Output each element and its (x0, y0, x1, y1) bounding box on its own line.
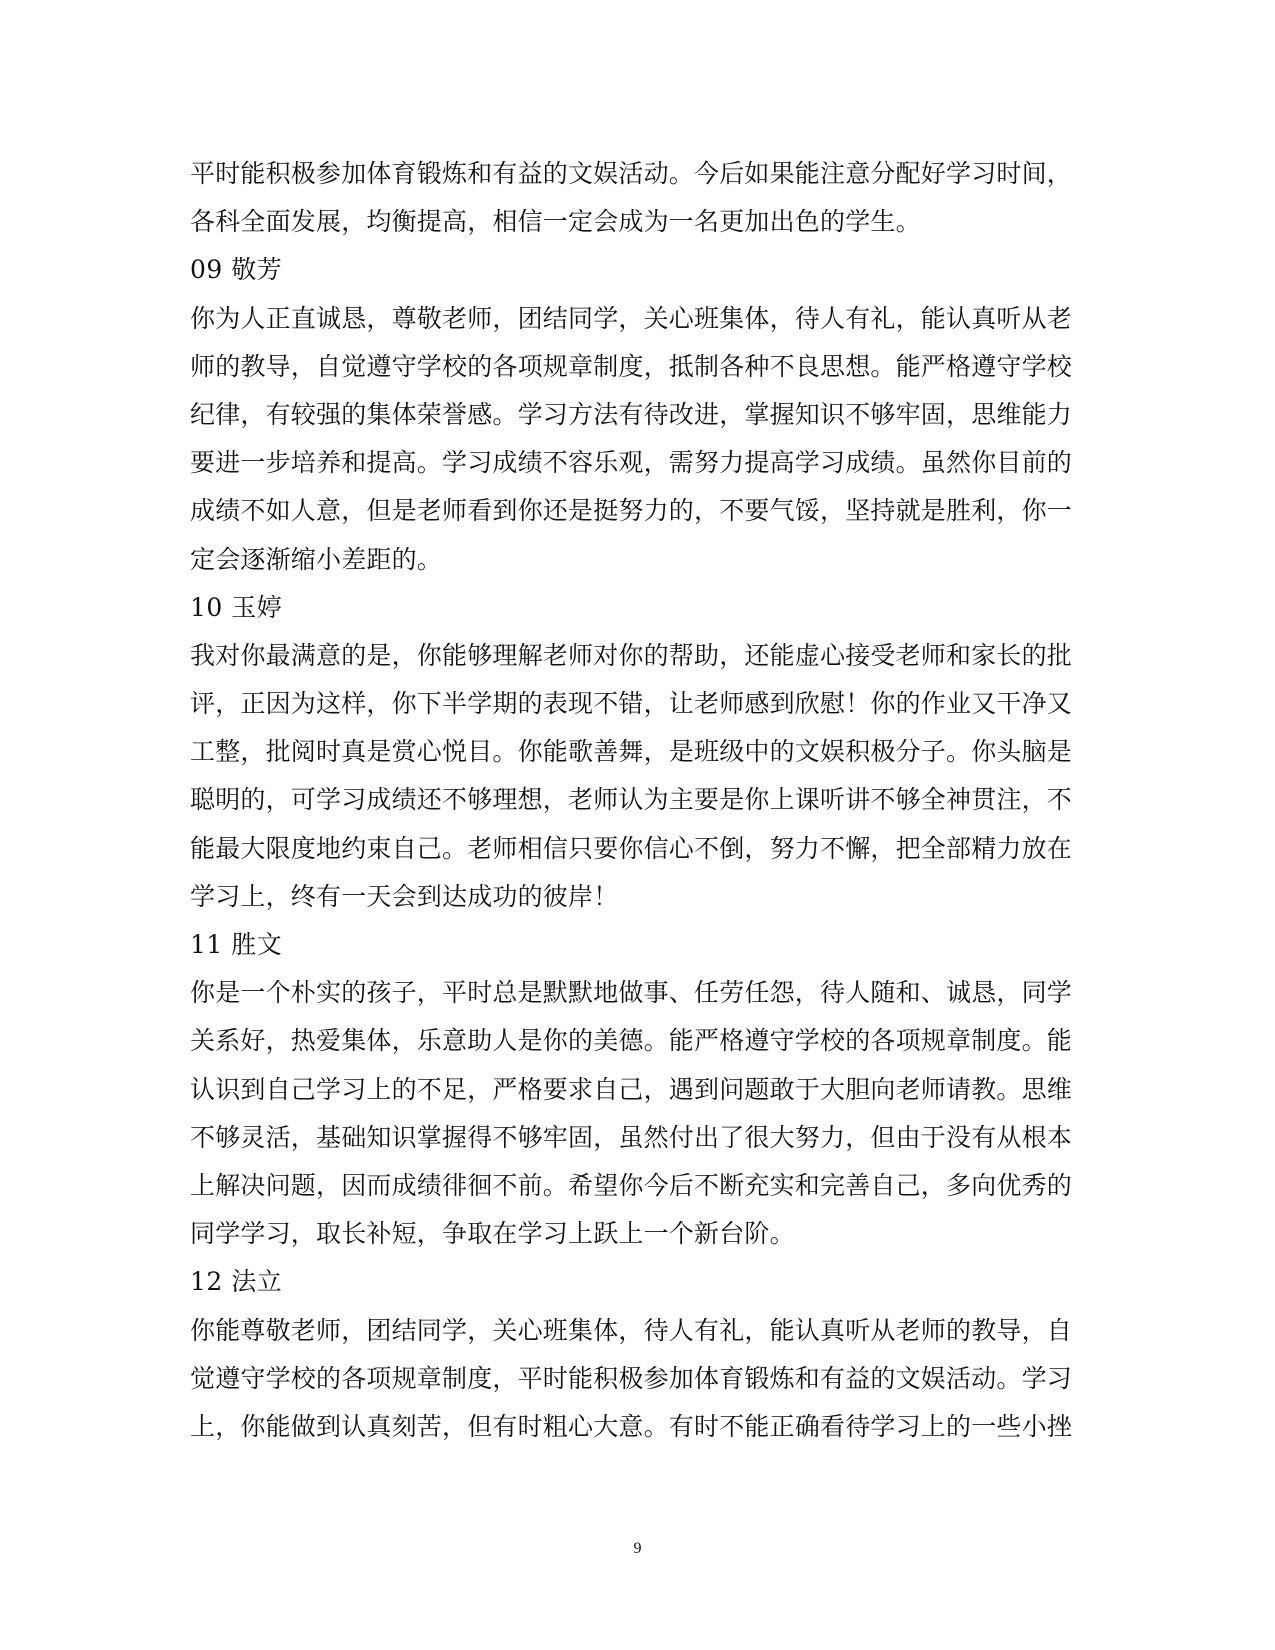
paragraph-line: 觉遵守学校的各项规章制度，平时能积极参加体育锻炼和有益的文娱活动。学习 (190, 1363, 1073, 1393)
paragraph-line: 认识到自己学习上的不足，严格要求自己，遇到问题敢于大胆向老师请教。思维 (190, 1074, 1073, 1104)
paragraph-line: 聪明的，可学习成绩还不够理想，老师认为主要是你上课听讲不够全神贯注，不 (190, 785, 1073, 815)
paragraph-line: 上解决问题，因而成绩徘徊不前。希望你今后不断充实和完善自己，多向优秀的 (190, 1170, 1073, 1200)
paragraph-line: 你能尊敬老师，团结同学，关心班集体，待人有礼，能认真听从老师的教导，自 (190, 1315, 1073, 1345)
paragraph-line: 成绩不如人意，但是老师看到你还是挺努力的，不要气馁，坚持就是胜利，你一 (190, 496, 1073, 526)
student-heading: 11 胜文 (190, 930, 283, 959)
student-heading: 10 玉婷 (190, 592, 283, 622)
paragraph-line: 要进一步培养和提高。学习成绩不容乐观，需努力提高学习成绩。虽然你目前的 (190, 448, 1073, 478)
paragraph-line: 工整，批阅时真是赏心悦目。你能歌善舞，是班级中的文娱积极分子。你头脑是 (190, 737, 1073, 767)
paragraph-line: 学习上，终有一天会到达成功的彼岸！ (190, 881, 619, 911)
paragraph-line: 关系好，热爱集体，乐意助人是你的美德。能严格遵守学校的各项规章制度。能 (190, 1026, 1073, 1056)
paragraph-line: 师的教导，自觉遵守学校的各项规章制度，抵制各种不良思想。能严格遵守学校 (190, 351, 1073, 381)
paragraph-line: 纪律，有较强的集体荣誉感。学习方法有待改进，掌握知识不够牢固，思维能力 (190, 399, 1073, 429)
document-body (190, 150, 1073, 1451)
paragraph-line: 评，正因为这样，你下半学期的表现不错，让老师感到欣慰！你的作业又干净又 (190, 689, 1073, 719)
paragraph-line: 不够灵活，基础知识掌握得不够牢固，虽然付出了很大努力，但由于没有从根本 (190, 1122, 1073, 1152)
paragraph-line: 平时能积极参加体育锻炼和有益的文娱活动。今后如果能注意分配好学习时间， (190, 159, 1073, 188)
paragraph-line: 定会逐渐缩小差距的。 (190, 544, 443, 574)
paragraph-line: 能最大限度地约束自己。老师相信只要你信心不倒，努力不懈，把全部精力放在 (190, 833, 1073, 863)
paragraph-line: 各科全面发展，均衡提高，相信一定会成为一名更加出色的学生。 (190, 207, 921, 237)
paragraph-line: 我对你最满意的是，你能够理解老师对你的帮助，还能虚心接受老师和家长的批 (190, 640, 1073, 670)
page-number: 9 (633, 1540, 642, 1557)
paragraph-line: 你是一个朴实的孩子，平时总是默默地做事、任劳任怨，待人随和、诚恳，同学 (190, 978, 1073, 1008)
paragraph-line: 同学学习，取长补短，争取在学习上跃上一个新台阶。 (190, 1219, 795, 1249)
paragraph-line: 你为人正直诚恳，尊敬老师，团结同学，关心班集体，待人有礼，能认真听从老 (190, 303, 1073, 333)
student-heading: 12 法立 (190, 1267, 283, 1297)
student-heading: 09 敬芳 (190, 255, 283, 285)
paragraph-line: 上，你能做到认真刻苦，但有时粗心大意。有时不能正确看待学习上的一些小挫 (190, 1411, 1073, 1441)
